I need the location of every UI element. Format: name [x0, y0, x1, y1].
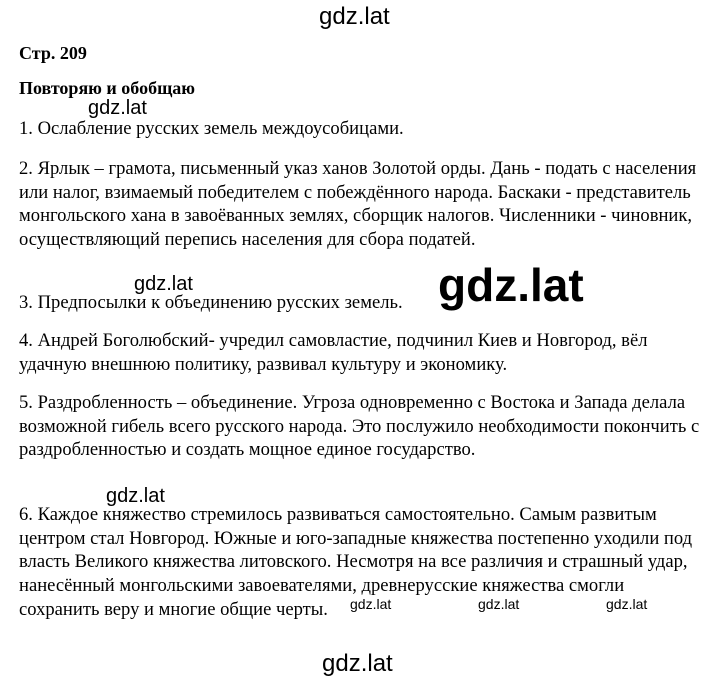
- paragraph-6: 6. Каждое княжество стремилось развиваться самостоятельно. Самым развитым центром стал Новгород. Южные и юго-западные княжества постепенно уходили под власть Великого княжества литовского. Несмотря на все различия и страшный удар, нанесённый монгольскими завоевателями, древнерусские княжества смогли сохранить веру и многие общие черты.: [19, 504, 693, 620]
- watermark-line-c: gdz.lat: [606, 596, 648, 612]
- watermark-near-title: gdz.lat: [88, 97, 147, 119]
- paragraph-3: 3. Предпосылки к объединению русских земель.: [19, 292, 403, 313]
- page-number-heading: Стр. 209: [19, 43, 87, 63]
- watermark-bottom: gdz.lat: [322, 650, 393, 677]
- paragraph-5: 5. Раздробленность – объединение. Угроза одновременно с Востока и Запада делала возможной гибель всего русского народа. Это послужило необходимости покончить с раздробленностью и создать мощное единое государство.: [19, 392, 700, 461]
- paragraph-1: 1. Ослабление русских земель междоусобицами.: [19, 118, 404, 139]
- section-title: Повторяю и обобщаю: [19, 78, 196, 98]
- paragraph-2: 2. Ярлык – грамота, письменный указ ханов Золотой орды. Дань - подать с населения или налог, взимаемый победителем с побеждённого народа. Баскаки - представитель монгольского хана в завоёванных землях, сборщик налогов. Численники - чиновник, осуществляющий перепись населения для сбора податей.: [19, 158, 697, 251]
- watermark-paragraph-3-small: gdz.lat: [134, 273, 193, 295]
- watermark-paragraph-6: gdz.lat: [106, 485, 165, 507]
- watermark-top: gdz.lat: [319, 3, 390, 30]
- paragraph-4: 4. Андрей Боголюбский- учредил самовластие, подчинил Киев и Новгород, вёл удачную внешнюю политику, развивал культуру и экономику.: [19, 330, 648, 375]
- watermark-line-b: gdz.lat: [478, 596, 520, 612]
- watermark-paragraph-3-large: gdz.lat: [438, 259, 584, 311]
- watermark-line-a: gdz.lat: [350, 596, 392, 612]
